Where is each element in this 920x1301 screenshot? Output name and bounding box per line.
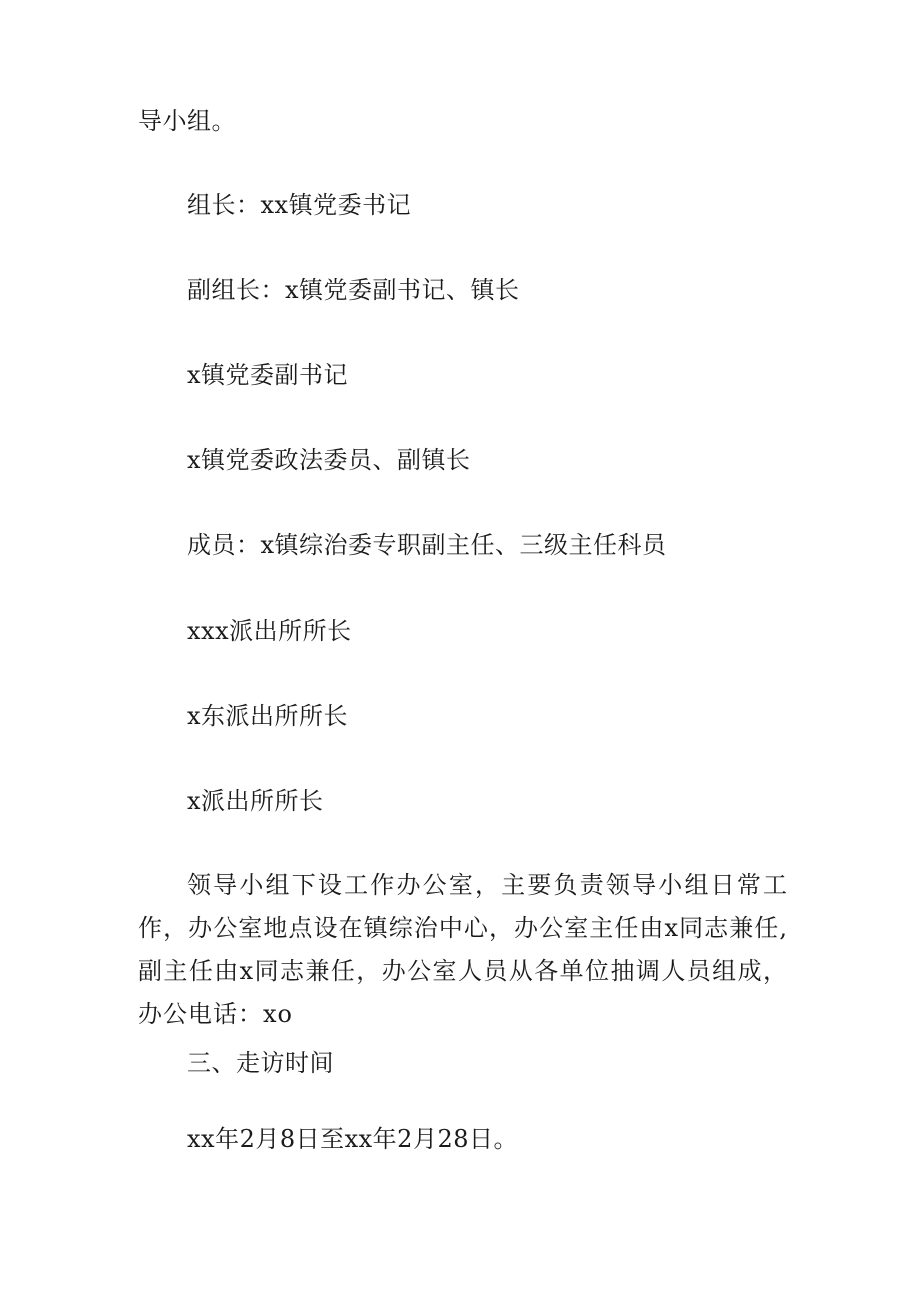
group-leader-line: 组长：xx镇党委书记 [187,191,412,219]
deputy-leader-line-2: x镇党委副书记 [187,361,349,389]
deputy-leader-line-3: x镇党委政法委员、副镇长 [187,446,471,474]
visit-time-line: xx年2月8日至xx年2月28日。 [187,1125,518,1153]
members-line: 成员：x镇综治委专职副主任、三级主任科员 [187,531,667,559]
member-line-3: x派出所所长 [187,787,324,815]
section-heading: 三、走访时间 [187,1049,334,1077]
member-line-1: xxx派出所所长 [187,617,352,645]
member-line-2: x东派出所所长 [187,702,349,730]
deputy-leader-line: 副组长：x镇党委副书记、镇长 [187,276,520,304]
continued-text-line: 导小组。 [138,107,236,135]
office-paragraph: 领导小组下设工作办公室，主要负责领导小组日常工作，办公室地点设在镇综治中心，办公室主任由x同志兼任,副主任由x同志兼任，办公室人员从各单位抽调人员组成，办公电话：xo [138,871,788,1028]
